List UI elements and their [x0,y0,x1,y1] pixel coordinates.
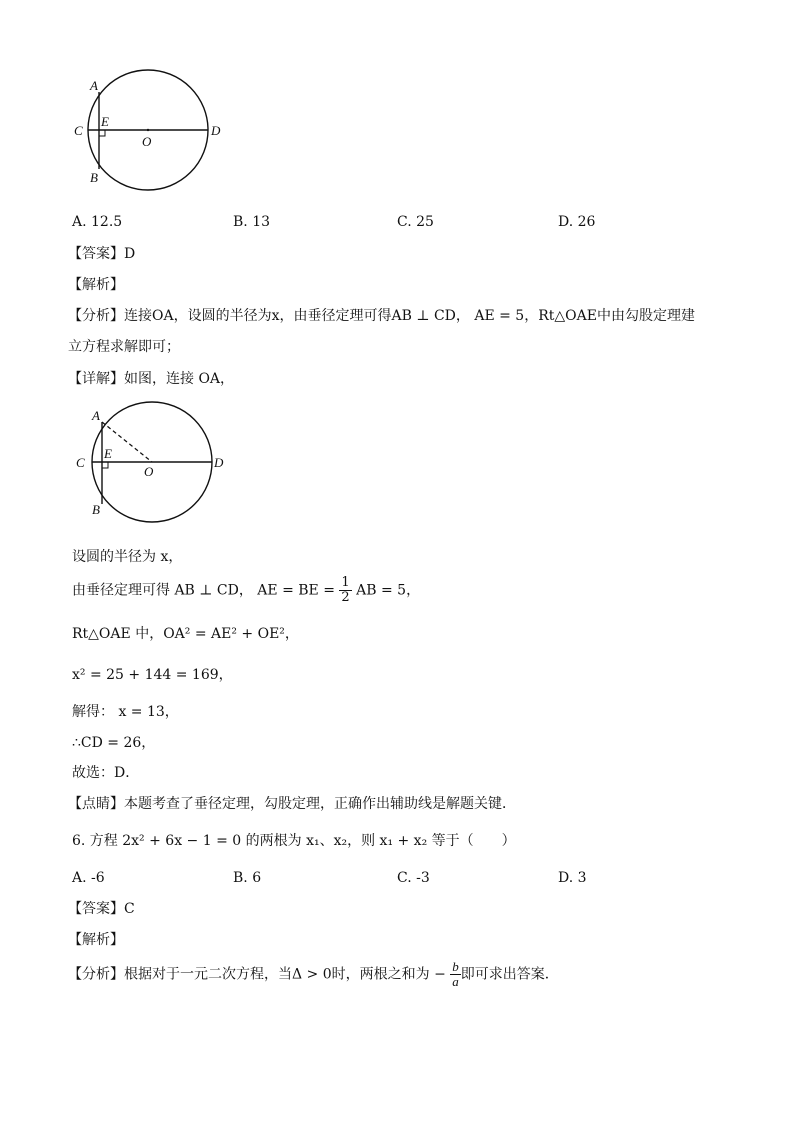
label-a: A [90,78,98,93]
q6-option-a: A. -6 [72,870,105,886]
q6-answer [68,899,135,919]
frac-num: 1 [341,575,350,590]
q5-analysis-line1 [68,306,695,326]
q5-step-1: 设圆的半径为 x， [72,549,183,565]
q6-option-c: C. -3 [397,870,430,886]
q5-step-2 [72,576,420,605]
frac-den: 2 [341,590,350,605]
q5-step-5: 解得： x = 13， [72,704,179,720]
frac-num: b [452,959,459,974]
q5-option-a: A. 12.5 [72,214,123,230]
analysis-pre: 根据对于一元二次方程，当Δ > 0时，两根之和为 − [124,966,446,983]
q6-option-b: B. 6 [233,870,262,886]
detail-tag: 【详解】 [68,371,124,387]
analysis-text: 连接OA，设圆的半径为x，由垂径定理可得AB ⊥ CD， AE = 5，Rt△OAE中由勾股定理建 [124,308,695,324]
q6-option-d: D. 3 [558,870,587,886]
label-o: O [144,464,154,479]
q5-option-d: D. 26 [558,214,596,230]
circle-figure-2 [68,394,228,534]
answer-tag: 【答案】 [68,901,124,917]
q5-option-c: C. 25 [397,214,434,230]
q6-jiexi-tag: 【解析】 [68,932,124,948]
analysis-post: 即可求出答案． [460,966,559,983]
q5-detail [68,369,234,389]
fraction-one-half [339,576,351,605]
answer-tag: 【答案】 [68,246,124,262]
step2-pre: 由垂径定理可得 AB ⊥ CD， AE = BE = [72,582,335,599]
fraction-b-over-a [450,960,461,989]
label-c: C [74,123,83,138]
q6-question: 6. 方程 2x² + 6x − 1 = 0 的两根为 x₁、x₂，则 x₁ + x₂ 等于（ ） [72,833,516,849]
comment-text: 本题考查了垂径定理，勾股定理，正确作出辅助线是解题关键． [124,796,516,812]
label-o: O [142,134,152,149]
answer-value: C [124,901,135,917]
label-a: A [92,408,100,423]
q5-comment [68,794,516,814]
q6-analysis [68,960,559,989]
label-c: C [76,455,85,470]
label-b: B [92,502,100,517]
q5-analysis-line2: 立方程求解即可； [68,339,180,355]
q5-answer [68,244,135,264]
q5-jiexi-tag: 【解析】 [68,277,124,293]
q5-step-7: 故选：D． [72,765,140,781]
q5-option-b: B. 13 [233,214,271,230]
answer-value: D [124,246,136,262]
q5-step-6: ∴CD = 26， [72,735,156,751]
comment-tag: 【点睛】 [68,796,124,812]
q5-step-3: Rt△OAE 中，OA² = AE² + OE²， [72,626,299,642]
frac-den: a [452,974,459,989]
step2-post: AB = 5， [356,582,421,599]
label-d: D [214,455,224,470]
label-e: E [104,446,112,461]
label-b: B [90,170,98,185]
detail-text: 如图，连接 OA， [124,371,235,387]
q5-step-4: x² = 25 + 144 = 169， [72,667,233,683]
analysis-tag: 【分析】 [68,308,124,324]
circle-figure-1 [68,62,228,202]
label-e: E [101,114,109,129]
label-d: D [211,123,221,138]
analysis-tag: 【分析】 [68,966,124,983]
